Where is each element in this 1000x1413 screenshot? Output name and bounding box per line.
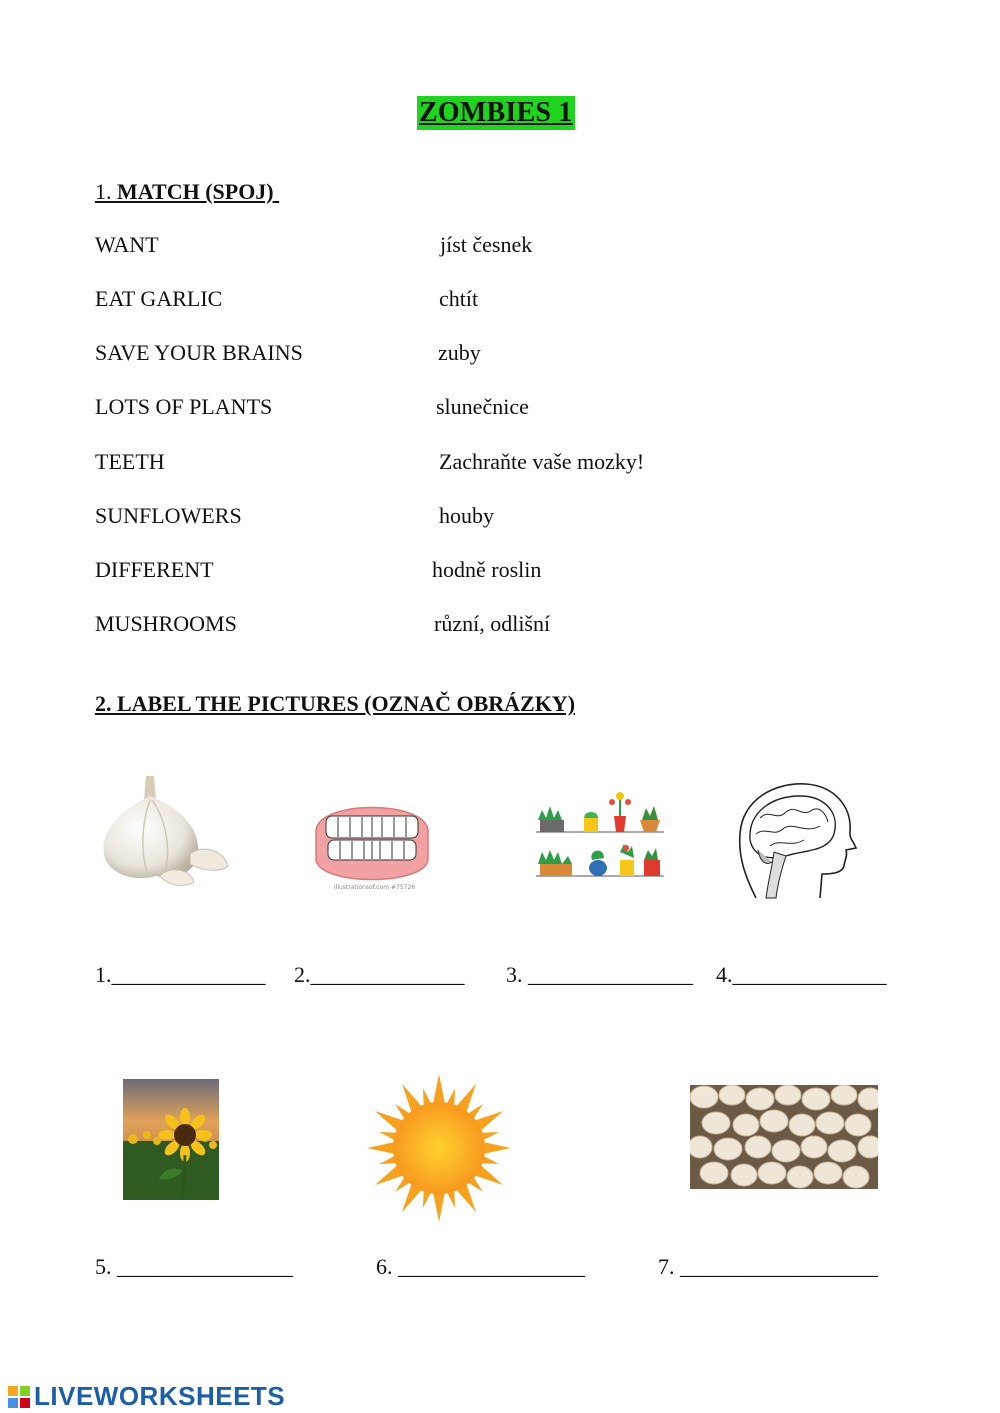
section-1-heading [95, 179, 279, 205]
match-right-word: houby [439, 503, 494, 528]
match-left-word: DIFFERENT [95, 557, 214, 582]
sunflower-picture [123, 1079, 219, 1200]
match-right-word: chtít [439, 286, 479, 311]
teeth-picture [312, 790, 432, 894]
match-left-word: LOTS OF PLANTS [95, 394, 273, 419]
sun-picture [366, 1072, 512, 1224]
section-1-title: MATCH (SPOJ) [117, 179, 274, 204]
label-blank-5[interactable]: 5. ________________ [95, 1254, 293, 1279]
label-blank-4[interactable]: 4.______________ [716, 962, 887, 987]
match-left-word: SAVE YOUR BRAINS [95, 340, 303, 365]
brain-picture [716, 778, 876, 904]
page-title: ZOMBIES 1 [419, 97, 573, 128]
match-left-word: WANT [95, 232, 159, 257]
match-right-word: slunečnice [436, 394, 529, 419]
match-right-word: zuby [438, 340, 481, 365]
label-blank-2[interactable]: 2.______________ [294, 962, 465, 987]
label-blank-7[interactable]: 7. __________________ [658, 1254, 878, 1279]
plants-picture [532, 790, 668, 884]
match-left-word: TEETH [95, 449, 165, 474]
match-left-word: MUSHROOMS [95, 611, 237, 636]
match-right-word: jíst česnek [440, 232, 533, 257]
match-right-word: hodně roslin [432, 557, 542, 582]
match-left-word: EAT GARLIC [95, 286, 223, 311]
label-blank-3[interactable]: 3. _______________ [506, 962, 693, 987]
teeth-picture-caption: illustrationsof.com #75726 [334, 884, 416, 891]
mushrooms-picture [690, 1085, 878, 1189]
label-blank-1[interactable]: 1.______________ [95, 962, 266, 987]
match-right-word: Zachraňte vaše mozky! [439, 449, 645, 474]
match-right-word: různí, odlišní [434, 611, 551, 636]
label-blank-6[interactable]: 6. _________________ [376, 1254, 585, 1279]
section-1-number: 1. [95, 179, 112, 204]
garlic-picture [98, 772, 232, 888]
footer-brand[interactable]: LIVEWORKSHEETS [34, 1381, 286, 1411]
section-2-heading: 2. LABEL THE PICTURES (OZNAČ OBRÁZKY) [95, 691, 576, 716]
liveworksheets-logo-icon [8, 1386, 32, 1408]
match-left-word: SUNFLOWERS [95, 503, 242, 528]
